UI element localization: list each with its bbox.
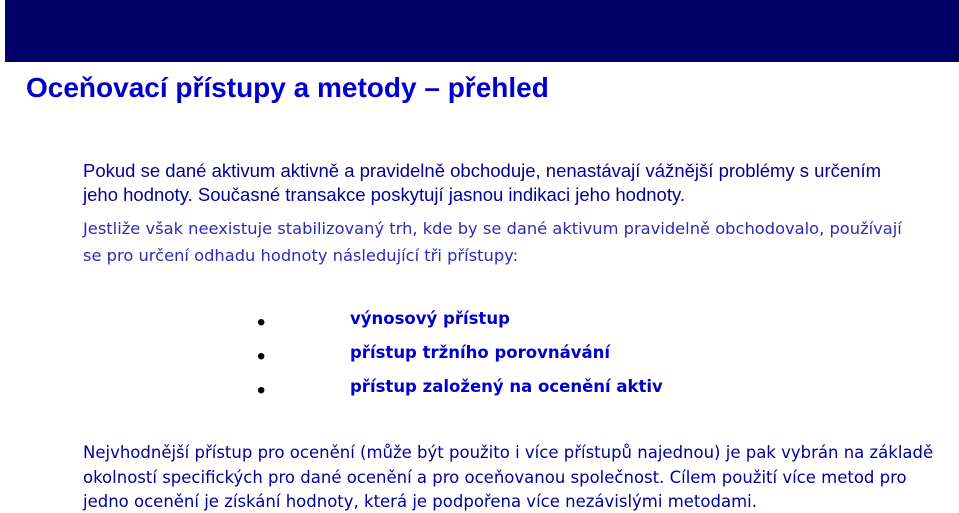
approach-label: přístup tržního porovnávání: [350, 343, 611, 362]
bullet-icon: •: [257, 343, 266, 370]
bullet-icon: •: [257, 309, 266, 336]
approach-label: výnosový přístup: [350, 309, 510, 328]
condition-paragraph: Jestliže však neexistuje stabilizovaný trh, kde by se dané aktivum pravidelně obchodovalo, používají se pro určení odhadu hodnoty následující tři přístupy:: [83, 219, 902, 265]
intro-paragraph: Pokud se dané aktivum aktivně a pravidelně obchoduje, nenastávají vážnější problémy s určením jeho hodnoty. Současné transakce poskytují jasnou indikaci jeho hodnoty.: [83, 160, 882, 205]
header-bar: [5, 0, 959, 62]
page-title: Oceňovací přístupy a metody – přehled: [26, 72, 549, 103]
approach-label: přístup založený na ocenění aktiv: [350, 377, 663, 396]
conclusion-paragraph: Nejvhodnější přístup pro ocenění (může být použito i více přístupů najednou) je pak vybrán na základě okolností specifických pro dané ocenění a pro oceňovanou společnost. Cílem použití více metod pro jedno ocenění je získání hodnoty, která je podpořena více nezávislými metodami.: [83, 443, 934, 511]
bullet-icon: •: [257, 377, 266, 404]
